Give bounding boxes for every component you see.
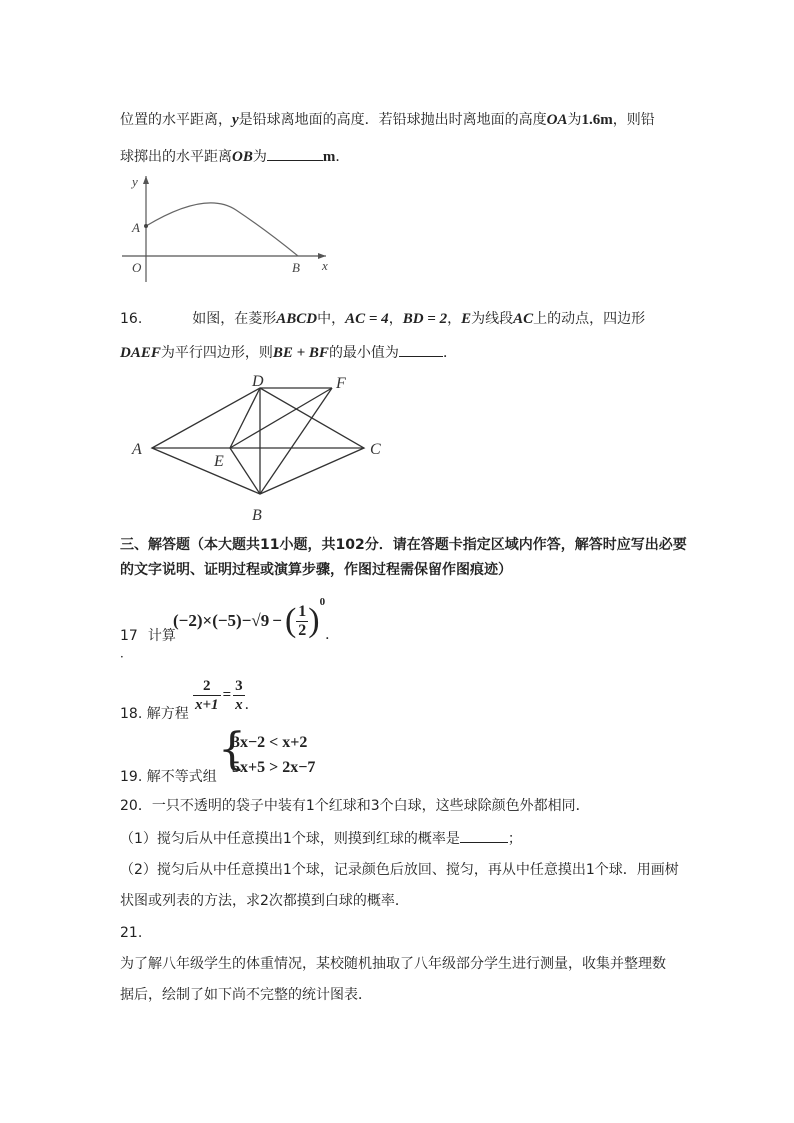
section-heading-line1: 三、解答题（本大题共11小题，共102分．请在答题卡指定区域内作答，解答时应写出必要 xyxy=(120,537,687,553)
q15-line1: 位置的水平距离，y是铅球离地面的高度．若铅球抛出时离地面的高度OA为1.6m，则铅 xyxy=(120,112,655,128)
fig2-label-f: F xyxy=(336,375,346,392)
q15-line2: 球掷出的水平距离OB为 m． xyxy=(120,146,349,167)
q18-equation: $\frac{2}{x+1}$ = $\frac{3}{x}$ ． xyxy=(195,678,259,713)
q16-figure xyxy=(128,372,392,526)
q20-part2-line2: 状图或列表的方法，求2次都摸到白球的概率． xyxy=(120,893,409,909)
q17-label: 17 计算 xyxy=(120,628,176,644)
q21-line2: 据后，绘制了如下尚不完整的统计图表． xyxy=(120,987,372,1003)
q21-line1: 为了解八年级学生的体重情况，某校随机抽取了八年级部分学生进行测量，收集并整理数 xyxy=(120,956,666,972)
section-heading-line2: 的文字说明、证明过程或演算步骤，作图过程需保留作图痕迹） xyxy=(120,562,512,578)
q21-number: 21. xyxy=(120,925,143,941)
inequality-1: 3x−2 < x+2 xyxy=(232,734,308,751)
answer-blank[interactable] xyxy=(399,342,443,357)
var-oa: OA xyxy=(546,112,568,128)
inequality-2: 5x+5 > 2x−7 xyxy=(232,759,316,776)
height-value: 1.6m xyxy=(581,112,613,128)
q20-part1: （1）搅匀后从中任意摸出1个球，则摸到红球的概率是 ； xyxy=(120,828,522,849)
fig2-label-d: D xyxy=(252,373,264,390)
var-y: y xyxy=(232,112,239,128)
q19-label: 19. 解不等式组 xyxy=(120,769,217,785)
fig2-label-e: E xyxy=(214,453,224,470)
q20-part2-line1: （2）搅匀后从中任意摸出1个球，记录颜色后放回、搅匀，再从中任意摸出1个球．用画树 xyxy=(120,862,679,878)
fig1-label-a: A xyxy=(132,220,140,235)
fig2-label-b: B xyxy=(252,507,262,524)
fig1-label-b: B xyxy=(292,260,300,275)
fig1-label-o: O xyxy=(132,260,142,275)
q16-line2: DAEF为平行四边形，则BE + BF的最小值为 ． xyxy=(120,342,457,363)
q17-expression: (−2)×(−5)− √9 − ( $\frac{1}{2}$ ) $^0$ ． xyxy=(173,596,340,643)
q20-stem: 20．一只不透明的袋子中装有1个红球和3个白球，这些球除颜色外都相同． xyxy=(120,798,590,814)
fig1-label-y: y xyxy=(132,174,138,189)
q16-line1: 16. 如图，在菱形ABCD中，AC = 4，BD = 2，E为线段AC上的动点，四边形 xyxy=(120,311,646,327)
q17-dot: ． xyxy=(120,646,133,660)
q15-figure xyxy=(118,170,338,286)
var-ob: OB xyxy=(232,149,253,165)
fig1-label-x: x xyxy=(322,258,328,273)
answer-blank[interactable] xyxy=(267,146,323,161)
fig2-label-a: A xyxy=(132,441,142,458)
q18-label: 18. 解方程 xyxy=(120,706,189,722)
fig2-label-c: C xyxy=(370,441,381,458)
answer-blank[interactable] xyxy=(460,828,508,843)
